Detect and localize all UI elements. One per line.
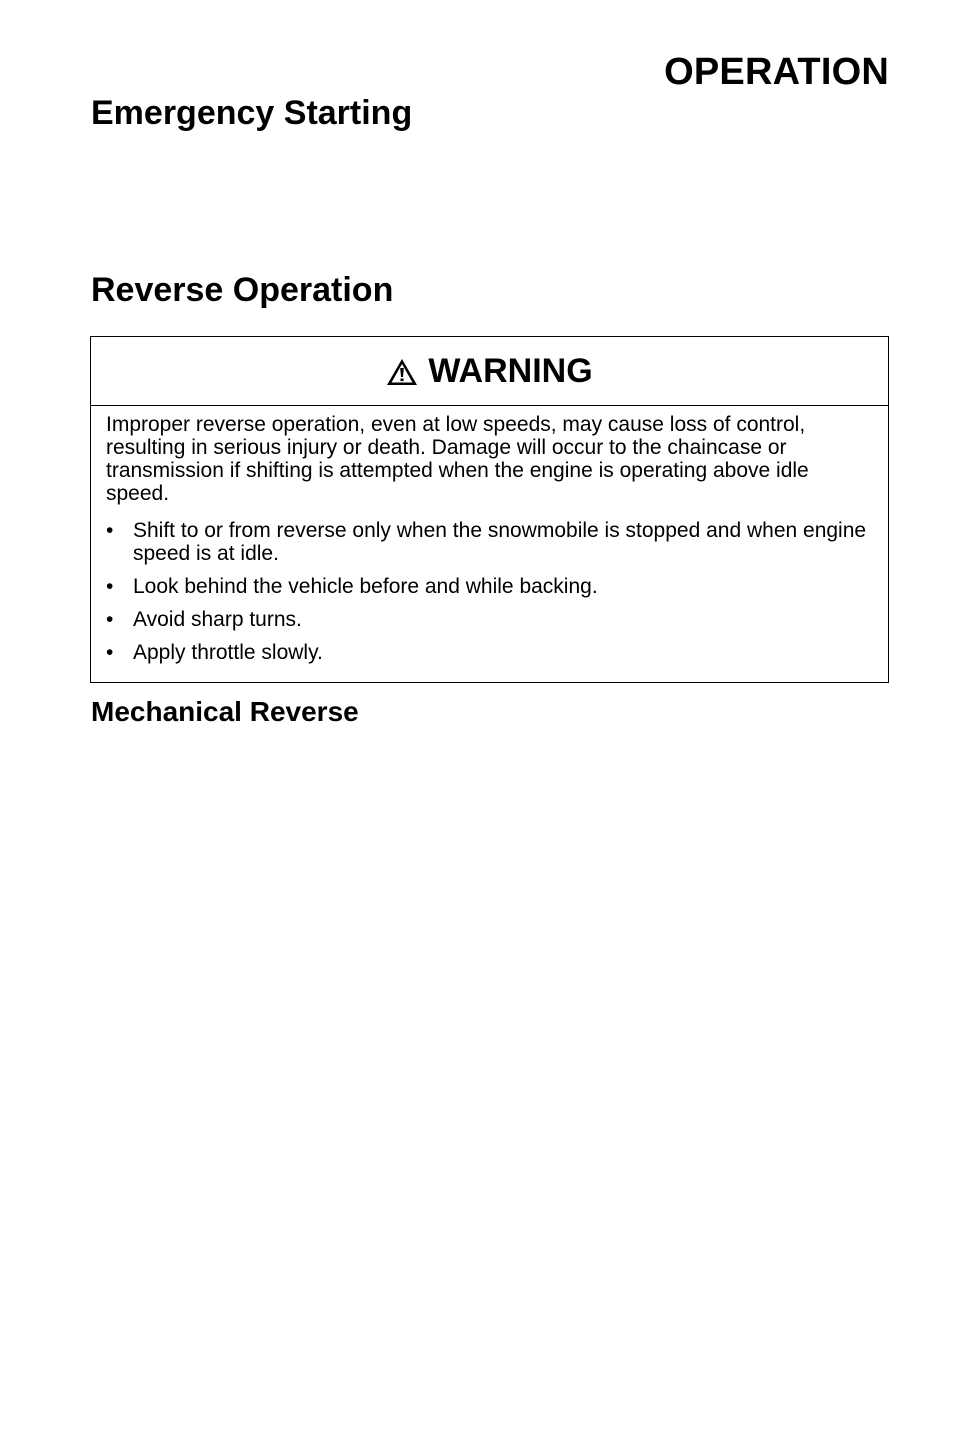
emergency-starting-heading: Emergency Starting (91, 94, 413, 132)
bullet-text: Look behind the vehicle before and while backing. (133, 575, 598, 598)
mechanical-reverse-heading: Mechanical Reverse (91, 696, 359, 727)
bullet-icon: • (106, 575, 114, 598)
bullet-text: Apply throttle slowly. (133, 641, 323, 664)
warning-paragraph: Improper reverse operation, even at low speeds, may cause loss of control, resulting in serious injury or death. Damage will occur to the chaincase or transmission if shifting is attempted when the engine is operating above idle speed. (106, 413, 809, 505)
warning-box (90, 336, 889, 683)
warning-bullet-list (106, 519, 874, 664)
bullet-icon: • (106, 519, 114, 542)
list-item (106, 575, 874, 598)
bullet-icon: • (106, 641, 114, 664)
list-item (106, 608, 874, 631)
warning-body (91, 406, 888, 664)
list-item (106, 519, 874, 565)
bullet-text: Shift to or from reverse only when the snowmobile is stopped and when engine speed is at idle. (133, 519, 867, 565)
reverse-operation-heading: Reverse Operation (91, 271, 394, 309)
bullet-icon: • (106, 608, 114, 631)
warning-header (91, 337, 888, 406)
warning-triangle-icon (386, 358, 418, 386)
bullet-text: Avoid sharp turns. (133, 608, 302, 631)
section-title: OPERATION (664, 51, 889, 93)
list-item (106, 641, 874, 664)
warning-title: WARNING (428, 352, 593, 390)
